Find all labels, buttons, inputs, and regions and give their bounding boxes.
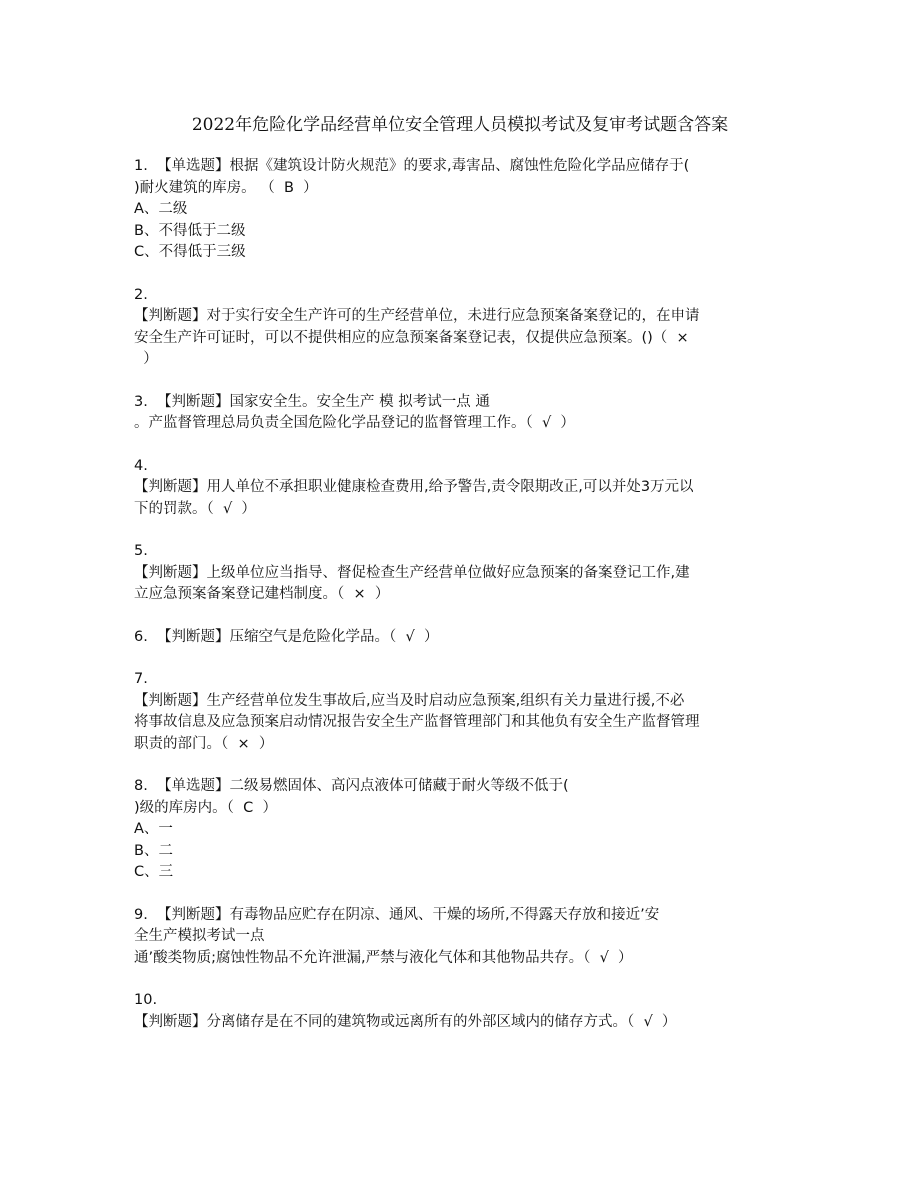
question-line: 10. [134,992,158,1008]
question-line: 【判断题】用人单位不承担职业健康检查费用,给予警告,责令限期改正,可以并处3万元以 [134,479,694,495]
question-line: 6. 【判断题】压缩空气是危险化学品。（ √ ） [134,628,439,645]
question-line: 通’酸类物质;腐蚀性物品不允许泄漏,严禁与液化气体和其他物品共存。（ √ ） [134,949,633,966]
option-line: C、不得低于三级 [134,244,246,260]
question-line: 4. [134,457,148,474]
question-line: 全生产模拟考试一点 [134,928,265,944]
question-line: 【判断题】对于实行安全生产许可的生产经营单位，未进行应急预案备案登记的，在申请 [134,308,700,324]
option-line: C、三 [134,864,174,880]
question-line: 1. 【单选题】根据《建筑设计防火规范》的要求,毒害品、腐蚀性危险化学品应储存于( [134,158,690,174]
question-line: 2. [134,286,148,303]
option-line: A、二级 [134,201,188,217]
option-line: B、不得低于二级 [134,222,246,239]
question-line: ） [134,351,158,367]
question-line: 【判断题】生产经营单位发生事故后,应当及时启动应急预案,组织有关力量进行援,不必 [134,692,685,709]
question-line: 下的罚款。（ √ ） [134,500,256,517]
question-line: 8. 【单选题】二级易燃固体、高闪点液体可储藏于耐火等级不低于( [134,778,569,794]
question-list [134,156,794,1054]
question-line: 职责的部门。（ × ） [134,735,274,752]
option-line: B、二 [134,842,173,859]
question-9 [134,905,794,970]
question-line: 7. [134,671,148,687]
question-line: 安全生产许可证时，可以不提供相应的应急预案备案登记表，仅提供应急预案。()（ × [134,329,689,346]
option-line: A、一 [134,821,173,837]
question-line: 立应急预案备案登记建档制度。（ × ） [134,586,390,602]
question-line: 将事故信息及应急预案启动情况报告安全生产监督管理部门和其他负有安全生产监督管理 [134,714,700,730]
question-1 [134,156,794,264]
question-8 [134,776,794,884]
question-line: 【判断题】分离储存是在不同的建筑物或远离所有的外部区域内的储存方式。（ √ ） [134,1013,677,1030]
question-line: )级的库房内。（ C ） [134,799,277,816]
question-line: 5. [134,543,148,559]
question-6 [134,627,794,649]
question-2 [134,285,794,371]
question-4 [134,456,794,521]
question-3 [134,392,794,435]
question-line: 【判断题】上级单位应当指导、督促检查生产经营单位做好应急预案的备案登记工作,建 [134,564,690,581]
question-line: 3. 【判断题】国家安全生。安全生产 模 拟考试一点 通 [134,393,490,410]
question-line: )耐火建筑的库房。 （ B ） [134,179,318,196]
question-7 [134,669,794,755]
question-line: 。产监督管理总局负责全国危险化学品登记的监督管理工作。（ √ ） [134,415,575,431]
question-5 [134,541,794,606]
question-10 [134,990,794,1033]
page-title: 2022年危险化学品经营单位安全管理人员模拟考试及复审考试题含答案 [191,115,729,135]
question-line: 9. 【判断题】有毒物品应贮存在阴凉、通风、干燥的场所,不得露天存放和接近’安 [134,906,660,923]
